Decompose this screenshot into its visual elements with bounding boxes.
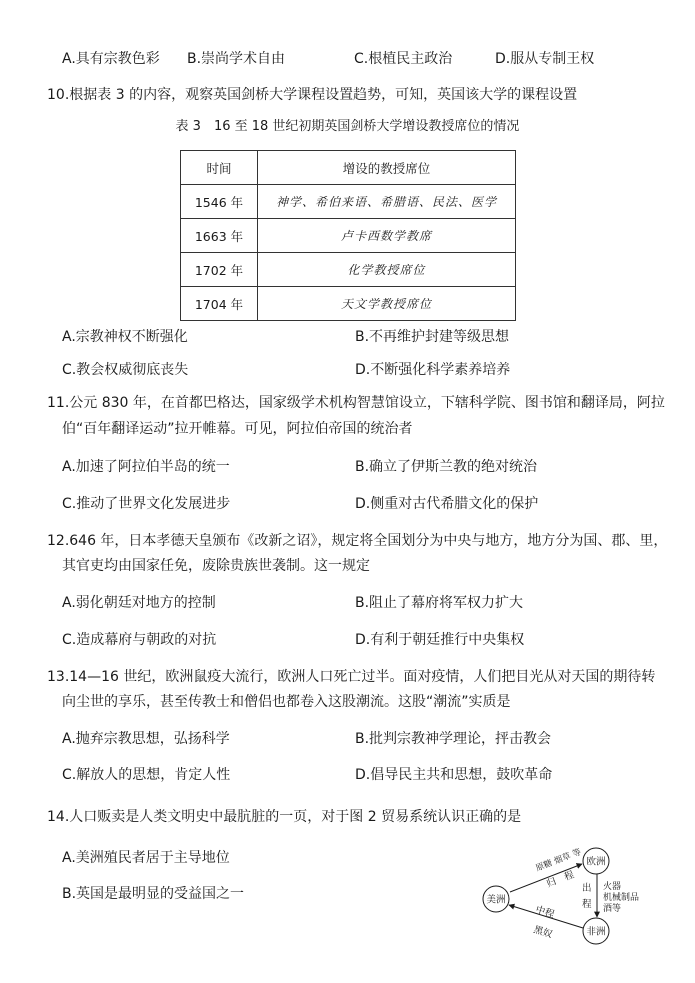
table-cell-year: 1702 年 xyxy=(181,253,258,287)
q9-option-a: A.具有宗教色彩 xyxy=(62,51,160,67)
q10-option-b: B.不再维护封建等级思想 xyxy=(355,329,510,345)
q11-option-a: A.加速了阿拉伯半岛的统一 xyxy=(62,459,230,475)
table-header: 时间 xyxy=(181,151,258,185)
table-row xyxy=(181,219,516,253)
q13-stem-line2: 向尘世的享乐，甚至传教士和僧侣也都卷入这股潮流。这股“潮流”实质是 xyxy=(62,694,511,710)
table-cell-year: 1546 年 xyxy=(181,185,258,219)
table-row xyxy=(181,287,516,321)
node-africa xyxy=(583,918,609,944)
q9-option-c: C.根植民主政治 xyxy=(354,51,453,67)
node-africa-label: 非洲 xyxy=(586,926,606,938)
node-europe-label: 欧洲 xyxy=(586,856,606,868)
edge-bottom-label: 中程 xyxy=(534,904,556,921)
q11-option-d: D.侧重对古代希腊文化的保护 xyxy=(355,496,539,512)
q13-option-a: A.抛弃宗教思想，弘扬科学 xyxy=(62,731,230,747)
edge-right-goods-1: 火器 xyxy=(603,882,622,892)
q13-option-c: C.解放人的思想，肯定人性 xyxy=(62,767,231,783)
node-america-label: 美洲 xyxy=(486,894,506,906)
table-header: 增设的教授席位 xyxy=(258,151,516,185)
q12-stem-line2: 其官吏均由国家任免，废除贵族世袭制。这一规定 xyxy=(62,558,370,574)
edge-right-label-2: 程 xyxy=(582,899,592,910)
q13-option-b: B.批判宗教神学理论，抨击教会 xyxy=(355,731,552,747)
table-header-row xyxy=(181,151,516,185)
table-cell-year: 1704 年 xyxy=(181,287,258,321)
q12-option-a: A.弱化朝廷对地方的控制 xyxy=(62,595,216,611)
professorship-table xyxy=(180,150,516,321)
q13-stem-line1: 13.14—16 世纪，欧洲鼠疫大流行，欧洲人口死亡过半。面对疫情，人们把目光从对天国的期待转 xyxy=(47,669,656,685)
table-caption: 表 3 16 至 18 世纪初期英国剑桥大学增设教授席位的情况 xyxy=(175,119,520,134)
edge-top-label: 归 程 xyxy=(545,869,576,890)
q10-option-a: A.宗教神权不断强化 xyxy=(62,329,188,345)
q10-option-c: C.教会权威彻底丧失 xyxy=(62,362,189,378)
edge-right-goods-3: 酒等 xyxy=(603,904,622,914)
q14-option-b: B.英国是最明显的受益国之一 xyxy=(62,886,245,902)
q13-option-d: D.倡导民主共和思想，鼓吹革命 xyxy=(355,767,553,783)
q12-option-d: D.有利于朝廷推行中央集权 xyxy=(355,632,525,648)
table-cell-chair: 天文学教授席位 xyxy=(258,287,516,321)
table-cell-chair: 神学、希伯来语、希腊语、民法、医学 xyxy=(258,185,516,219)
q10-option-d: D.不断强化科学素养培养 xyxy=(355,362,511,378)
q11-option-c: C.推动了世界文化发展进步 xyxy=(62,496,231,512)
q11-stem-line1: 11.公元 830 年，在首都巴格达，国家级学术机构智慧馆设立，下辖科学院、图书馆和翻译局，阿拉 xyxy=(47,395,665,411)
edge-right-goods-2: 机械制品 xyxy=(603,893,640,903)
node-europe xyxy=(583,848,609,874)
q11-stem-line2: 伯“百年翻译运动”拉开帷幕。可见，阿拉伯帝国的统治者 xyxy=(62,421,413,437)
q9-option-d: D.服从专制王权 xyxy=(495,51,595,67)
q11-option-b: B.确立了伊斯兰教的绝对统治 xyxy=(355,459,538,475)
q14-option-a: A.美洲殖民者居于主导地位 xyxy=(62,850,230,866)
table-cell-chair: 卢卡西数学教席 xyxy=(258,219,516,253)
q10-stem: 10.根据表 3 的内容，观察英国剑桥大学课程设置趋势，可知，英国该大学的课程设置 xyxy=(47,87,578,103)
edge-top-goods: 原糖 烟草 等 xyxy=(534,847,583,874)
q12-option-b: B.阻止了幕府将军权力扩大 xyxy=(355,595,524,611)
node-america xyxy=(483,886,509,912)
triangular-trade-diagram xyxy=(475,845,675,945)
table-row xyxy=(181,253,516,287)
edge-right-label-1: 出 xyxy=(582,883,592,894)
q9-option-b: B.崇尚学术自由 xyxy=(187,51,286,67)
table-cell-chair: 化学教授席位 xyxy=(258,253,516,287)
q12-option-c: C.造成幕府与朝政的对抗 xyxy=(62,632,217,648)
q12-stem-line1: 12.646 年，日本孝德天皇颁布《改新之诏》，规定将全国划分为中央与地方，地方分为国、郡、里， xyxy=(47,533,668,549)
table-cell-year: 1663 年 xyxy=(181,219,258,253)
table-row xyxy=(181,185,516,219)
edge-bottom-goods: 黑奴 xyxy=(532,924,554,941)
q14-stem: 14.人口贩卖是人类文明史中最肮脏的一页，对于图 2 贸易系统认识正确的是 xyxy=(47,809,522,825)
